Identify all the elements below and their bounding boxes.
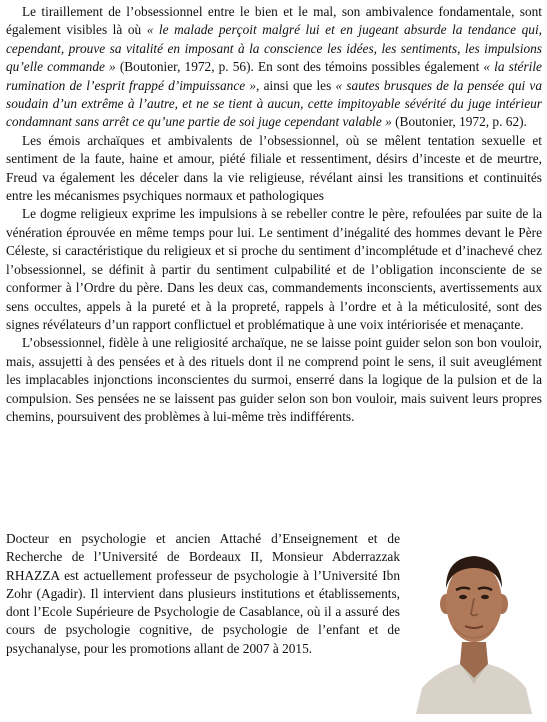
body-text: , ainsi que les <box>256 77 336 93</box>
body-text: Les émois archaïques et ambivalents de l’obsessionnel, où se mêlent tentation sexuelle et sentiment de la faute, haine et amour, piété filiale et ressentiment, désirs d’inceste et de meurtre, Freud va également les déceler dans la vie religieuse, révélant ainsi les transitions et continuités entre les mécanismes psychiques normaux et pathologiques <box>6 132 542 204</box>
paragraph-1 <box>6 3 542 132</box>
main-text-body <box>6 3 542 426</box>
paragraph-3 <box>6 205 542 334</box>
body-text: Le tiraillement de l’obsessionnel entre le bien et le mal, son ambivalence fondamentale, sont également visibles là où <box>6 4 542 38</box>
body-text: Le dogme religieux exprime les impulsions à se rebeller contre le père, refoulées par suite de la vénération éprouvée en même temps pour lui. Le sentiment d’inégalité des hommes devant le Père Céleste, si caractéristique du religieux et si proche du sentiment d’incomplétude et d’inachevé chez l’obsessionnel, se définit à partir du sentiment culpabilité et de l’obligation inconsciente de se conformer à l’Ordre du père. Dans les deux cas, commandements inconscients, avertissements aux sens occultes, appels à la pureté et à la propreté, rappels à l’ordre et à la méticulosité, sont des signes révélateurs d’un rapport conflictuel et problématique à une voix intériorisée et menaçante. <box>6 206 542 332</box>
body-text: (Boutonier, 1972, p. 56). En sont des témoins possibles également <box>115 59 484 75</box>
author-bio: Docteur en psychologie et ancien Attaché d’Enseignement et de Recherche de l’Université de Bordeaux II, Monsieur Abderrazzak RHAZZA est actuellement professeur de psychologie à l’Université Ibn Zohr (Agadir). Il intervient dans plusieurs institutions et établissements, dont l’Ecole Supérieure de Psychologie de Casablance, où il a assuré des cours de psychologie cognitive, de psychologie de l’enfant et de psychanalyse, pour les promotions allant de 2007 à 2015. <box>6 531 400 656</box>
portrait-icon <box>408 538 539 714</box>
quoted-text: « sautes brusques de la pensée qui va soudain d’un extrême à l’autre, et ne se tient à aucun, cette impitoyable sévérité du juge intérieur condamnant sans arrêt ce qu’une partie de soi juge cependant valable » <box>6 77 542 130</box>
quoted-text: « la stérile rumination de l’esprit frappé d’impuissance » <box>6 59 542 93</box>
quoted-text: « le malade perçoit malgré lui et en jugeant absurde la tendance qui, cependant, prouve sa vitalité en imposant à la conscience les idées, les sentiments, les impulsions qu’elle commande » <box>6 22 543 75</box>
author-portrait <box>408 538 539 714</box>
body-text: (Boutonier, 1972, p. 62). <box>391 114 527 130</box>
body-text: L’obsessionnel, fidèle à une religiosité archaïque, ne se laisse point guider selon son bon vouloir, mais, assujetti à des pensées et à des rituels dont il ne comprend point le sens, il suit aveuglément les implacables injonctions inconscientes du surmoi, enserré dans la logique de la pulsion et de la compulsion. Ses pensées ne se laissent pas guider selon son bon vouloir, mais suivent leurs propres chemins, poursuivent des problèmes à lui-même très indifférents. <box>6 335 542 424</box>
paragraph-4 <box>6 334 542 426</box>
paragraph-2 <box>6 132 542 206</box>
